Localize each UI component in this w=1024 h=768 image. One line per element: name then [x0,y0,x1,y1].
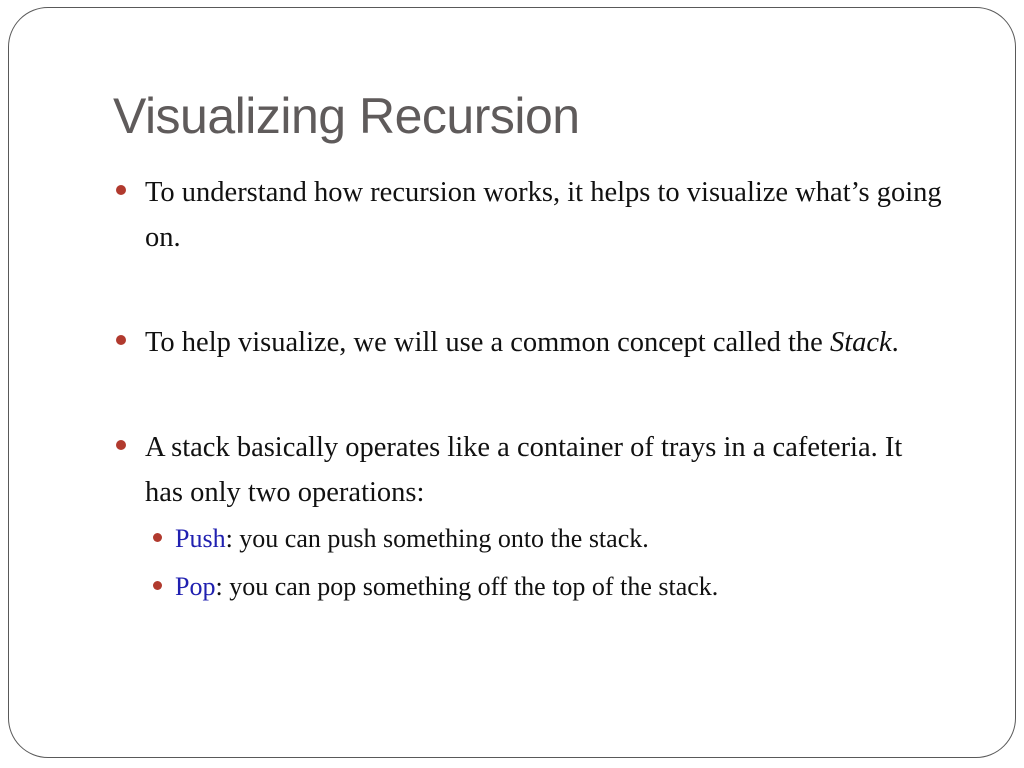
bullet-item [113,425,943,515]
sub-bullet-item [113,563,943,611]
bullet-text: A stack basically operates like a container of trays in a cafeteria. It has only two operations: [145,432,903,508]
bullet-item [113,320,943,365]
bullet-emphasis: Stack [829,327,892,358]
bullet-item [113,170,943,260]
bullet-suffix: . [891,327,899,358]
sub-bullet-term: Push [175,524,226,553]
bullet-text: To understand how recursion works, it helps to visualize what’s going on. [145,177,942,253]
bullet-dot-icon [116,335,126,345]
sub-bullet-item [113,515,943,563]
sub-bullet-dot-icon [153,533,162,542]
bullet-dot-icon [116,185,126,195]
sub-bullet-text: : you can pop something off the top of the stack. [215,572,719,601]
sub-bullet-text: : you can push something onto the stack. [225,524,649,553]
slide-body [113,170,943,611]
bullet-text: To help visualize, we will use a common concept called the [145,327,830,358]
bullet-dot-icon [116,440,126,450]
sub-bullet-term: Pop [175,572,216,601]
slide-title: Visualizing Recursion [113,88,580,144]
sub-bullet-dot-icon [153,581,162,590]
